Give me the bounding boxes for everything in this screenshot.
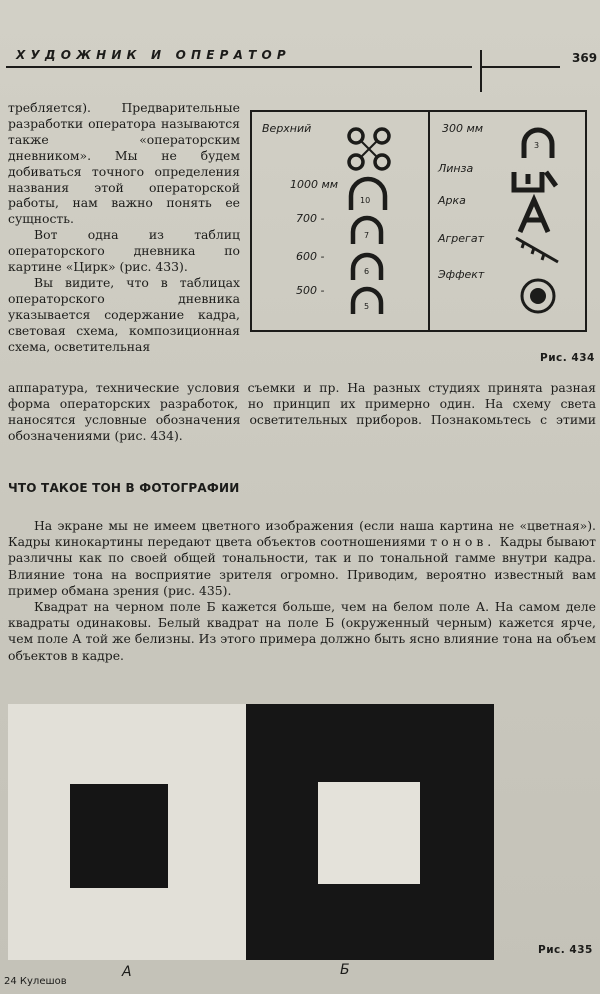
paragraph: Квадрат на черном поле Б кажется больше, чем на белом поле А. На самом деле квадраты одинаковы. Белый квадрат на поле Б (окруженный черным) кажется ярче, чем поле А той же белизны. Из этого примера должно быть ясно влияние тона на объем объектов в кадре. xyxy=(8,599,596,663)
label-300mm: 300 мм xyxy=(442,122,484,135)
spotlight-number: 10 xyxy=(360,196,371,205)
spaced-word: тонов. xyxy=(430,534,496,550)
black-square xyxy=(70,784,168,888)
label-lens: Линза xyxy=(438,162,474,175)
page-number: 369 xyxy=(572,51,598,65)
label-1000mm: 1000 мм xyxy=(290,178,339,191)
header-horizontal-rule xyxy=(480,66,560,68)
footer-signature: 24 Кулешов xyxy=(4,976,67,987)
wide-paragraph xyxy=(8,380,596,444)
effect-icon xyxy=(522,280,554,312)
lens-icon xyxy=(514,172,556,190)
figure-434-lighting-symbols xyxy=(250,110,587,332)
paragraph xyxy=(8,518,596,599)
spotlight-1000-icon xyxy=(351,179,385,210)
label-unit: Агрегат xyxy=(438,232,484,245)
figure-435-caption: Рис. 435 xyxy=(538,944,593,956)
figure-434-caption: Рис. 434 xyxy=(540,352,595,364)
section-heading: ЧТО ТАКОЕ ТОН В ФОТОГРАФИИ xyxy=(8,481,240,495)
label-500: 500 - xyxy=(296,284,325,297)
aggregate-icon xyxy=(516,238,558,262)
paragraph: аппаратура, технические условия съемки и пр. На разных студиях принята разная форма операторских разработок, но принцип их примерно один. На схему света наносятся условные обозначения осветительных приборов. Познакомьтесь с этими обозначениями (рис. 434). xyxy=(8,380,596,443)
paragraph: Вы видите, что в таблицах операторского дневника указывается содержание кадра, световая схема, композиционная схема, осветительная xyxy=(8,274,240,354)
panel-b-label: Б xyxy=(340,962,350,978)
spotlight-number: 5 xyxy=(364,302,370,311)
header-vertical-rule xyxy=(480,50,482,92)
spotlight-number: 6 xyxy=(364,267,370,276)
text-span: На экране мы не имеем цветного изображения (если наша картина не «цветная»). Кадры кинокартины передают цвета объектов соотношениями xyxy=(8,518,596,550)
section-body xyxy=(8,518,596,664)
label-600: 600 - xyxy=(296,250,325,263)
paragraph: Вот одна из таблиц операторского дневника по картине «Цирк» (рис. 433). xyxy=(8,227,240,275)
left-column-text xyxy=(8,100,240,355)
panel-a-label: А xyxy=(122,964,132,980)
label-effect: Эффект xyxy=(438,268,485,281)
spotlight-number: 3 xyxy=(534,141,540,150)
label-top-light: Верхний xyxy=(262,122,312,135)
top-light-icon xyxy=(349,129,389,169)
spotlight-number: 7 xyxy=(364,231,370,240)
figure-435-panel-b xyxy=(246,704,494,960)
figure-435-panel-a xyxy=(8,704,246,960)
text-span: Кадры бывают различны как по своей общей тональности, так и по тональной гамме внутри кадра. Влияние тона на восприятие зрителя огромно. Приводим, вероятно известный вам пример обмана зрения (рис. 435). xyxy=(8,534,597,598)
label-700: 700 - xyxy=(296,212,325,225)
arc-lamp-icon xyxy=(520,200,548,232)
running-head: ХУДОЖНИК И ОПЕРАТОР xyxy=(16,48,291,62)
label-arc: Арка xyxy=(438,194,466,207)
paragraph: требляется). Предварительные разработки оператора называются также «операторским дневником». Мы не будем добиваться точного определения названия этой операторской работы, нам важно понять ее сущность. xyxy=(8,100,240,227)
white-square xyxy=(318,782,420,884)
